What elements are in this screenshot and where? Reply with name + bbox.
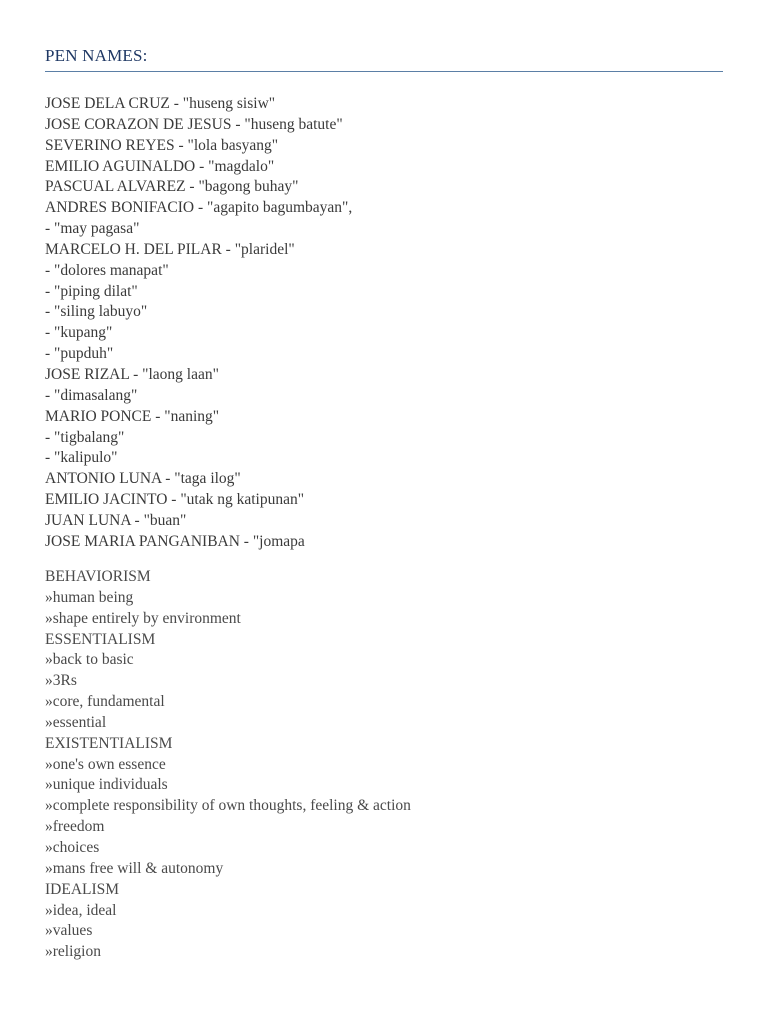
philosophy-line: »shape entirely by environment: [45, 609, 241, 627]
philosophy-line: »freedom: [45, 818, 105, 836]
pen-name-line: MARCELO H. DEL PILAR - "plaridel": [45, 240, 295, 258]
philosophy-line: »unique individuals: [45, 776, 168, 794]
heading-underline: [45, 71, 723, 72]
pen-name-line: JOSE RIZAL - "laong laan": [45, 365, 219, 383]
pen-name-line: MARIO PONCE - "naning": [45, 407, 220, 425]
pen-name-line: JUAN LUNA - "buan": [45, 511, 187, 529]
section-heading: PEN NAMES:: [45, 46, 148, 65]
pen-name-line: JOSE MARIA PANGANIBAN - "jomapa: [45, 532, 305, 550]
philosophy-line: »religion: [45, 943, 101, 961]
pen-name-line: - "pupduh": [45, 345, 114, 363]
pen-name-line: EMILIO JACINTO - "utak ng katipunan": [45, 491, 305, 509]
pen-name-line: - "may pagasa": [45, 220, 140, 238]
philosophy-line: »mans free will & autonomy: [45, 859, 224, 877]
philosophy-line: »choices: [45, 838, 100, 856]
philosophy-line: »complete responsibility of own thoughts, feeling & action: [45, 797, 411, 815]
pen-name-line: - "tigbalang": [45, 428, 125, 446]
pen-name-line: JOSE CORAZON DE JESUS - "huseng batute": [45, 115, 343, 133]
pen-name-line: ANDRES BONIFACIO - "agapito bagumbayan",: [45, 199, 353, 217]
pen-name-line: JOSE DELA CRUZ - "huseng sisiw": [45, 95, 276, 112]
pen-name-line: - "kalipulo": [45, 449, 118, 467]
philosophy-line: IDEALISM: [45, 880, 120, 898]
philosophy-line: »values: [45, 922, 93, 940]
pen-name-line: SEVERINO REYES - "lola basyang": [45, 136, 279, 154]
philosophy-line: ESSENTIALISM: [45, 630, 156, 648]
pen-name-line: - "siling labuyo": [45, 303, 148, 321]
pen-name-line: - "dolores manapat": [45, 261, 169, 279]
philosophy-line: »3Rs: [45, 672, 77, 690]
pen-names-list: [45, 94, 352, 553]
pen-name-line: PASCUAL ALVAREZ - "bagong buhay": [45, 178, 299, 196]
philosophy-line: »core, fundamental: [45, 693, 165, 711]
pen-name-line: EMILIO AGUINALDO - "magdalo": [45, 157, 275, 175]
pen-name-line: - "dimasalang": [45, 386, 138, 404]
philosophy-line: »idea, ideal: [45, 901, 117, 919]
philosophies-list: [45, 567, 411, 963]
pen-name-line: ANTONIO LUNA - "taga ilog": [45, 470, 241, 488]
pen-name-line: - "piping dilat": [45, 282, 138, 300]
philosophy-line: »human being: [45, 588, 134, 606]
philosophy-line: BEHAVIORISM: [45, 568, 151, 585]
philosophy-line: »one's own essence: [45, 755, 166, 773]
philosophy-line: »essential: [45, 713, 107, 731]
philosophy-line: EXISTENTIALISM: [45, 734, 173, 752]
pen-name-line: - "kupang": [45, 324, 113, 342]
philosophy-line: »back to basic: [45, 651, 134, 669]
